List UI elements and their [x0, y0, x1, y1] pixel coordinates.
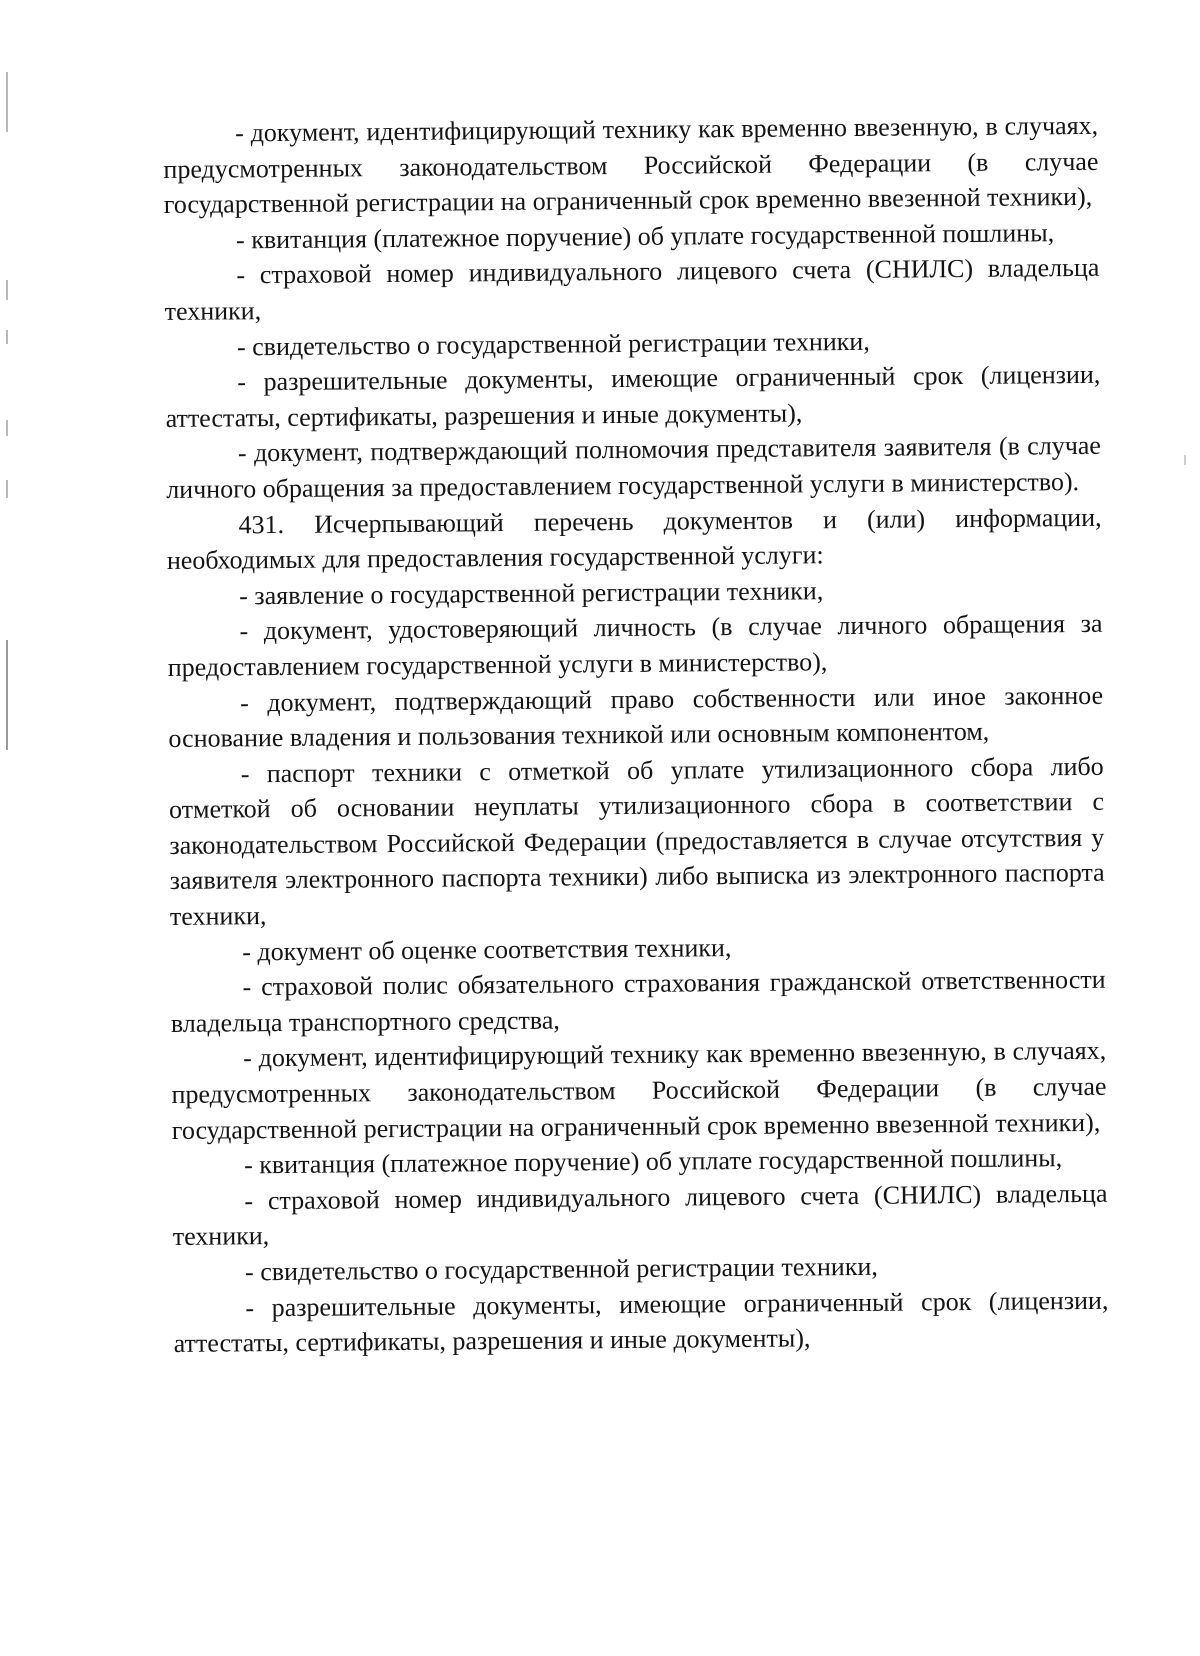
list-item: - квитанция (платежное поручение) об уплате государственной пошлины, — [244, 1143, 1063, 1180]
list-item: - документ, идентифицирующий технику как временно ввезенную, в случаях, предусмотренных законодательством Российской Федерации (в случае государственной регистрации на ограниченный срок временно ввезенной техники), — [163, 110, 1099, 220]
list-item: - документ об оценке соответствия техники, — [242, 932, 732, 966]
list-item: - документ, удостоверяющий личность (в случае личного обращения за предоставлением государственной услуги в министерство), — [167, 609, 1103, 682]
list-item: - страховой номер индивидуального лицевого счета (СНИЛС) владельца техники, — [172, 1178, 1108, 1252]
scan-edge-mark — [1184, 455, 1186, 465]
list-item: - заявление о государственной регистрации техники, — [239, 575, 824, 611]
list-item: - разрешительные документы, имеющие ограниченный срок (лицензии, аттестаты, сертификаты, разрешения и иные документы), — [173, 1285, 1109, 1359]
scan-edge-mark — [6, 640, 8, 750]
scan-edge-mark — [6, 330, 8, 344]
list-item: - свидетельство о государственной регистрации техники, — [244, 1251, 878, 1287]
document-body — [163, 108, 1109, 1362]
scan-edge-mark — [6, 72, 8, 132]
scan-edge-mark — [6, 420, 8, 436]
scan-edge-mark — [6, 280, 8, 300]
list-item: - документ, подтверждающий полномочия представителя заявителя (в случае личного обращения за предоставлением государственной услуги в министерство). — [166, 431, 1102, 504]
scan-edge-mark — [6, 480, 8, 498]
list-item: - квитанция (платежное поручение) об уплате государственной пошлины, — [235, 218, 1055, 255]
list-item: - разрешительные документы, имеющие ограниченный срок (лицензии, аттестаты, сертификаты, разрешения и иные документы), — [165, 359, 1101, 433]
list-item: - документ, подтверждающий право собственности или иное законное основание владения и пользования техникой или основным компонентом, — [168, 680, 1104, 754]
list-item: - документ, идентифицирующий технику как временно ввезенную, в случаях, предусмотренных законодательством Российской Федерации (в случае государственной регистрации на ограниченный срок временно ввезенной техники), — [171, 1036, 1107, 1145]
list-item: - свидетельство о государственной регистрации техники, — [236, 326, 870, 361]
list-item: - страховой полис обязательного страхования гражданской ответственности владельца транспортного средства, — [170, 965, 1106, 1038]
list-item: - страховой номер индивидуального лицевого счета (СНИЛС) владельца техники, — [164, 253, 1100, 326]
list-item: - паспорт техники с отметкой об уплате утилизационного сбора либо отметкой об основании неуплаты утилизационного сбора в соответствии с законодательством Российской Федерации (предоставляется в случае отсутствия у заявителя электронного паспорта техники) либо выписка из электронного паспорта техники, — [168, 751, 1105, 932]
numbered-paragraph: 431. Исчерпывающий перечень документов и (или) информации, необходимых для предоставления государственной услуги: — [166, 502, 1102, 576]
